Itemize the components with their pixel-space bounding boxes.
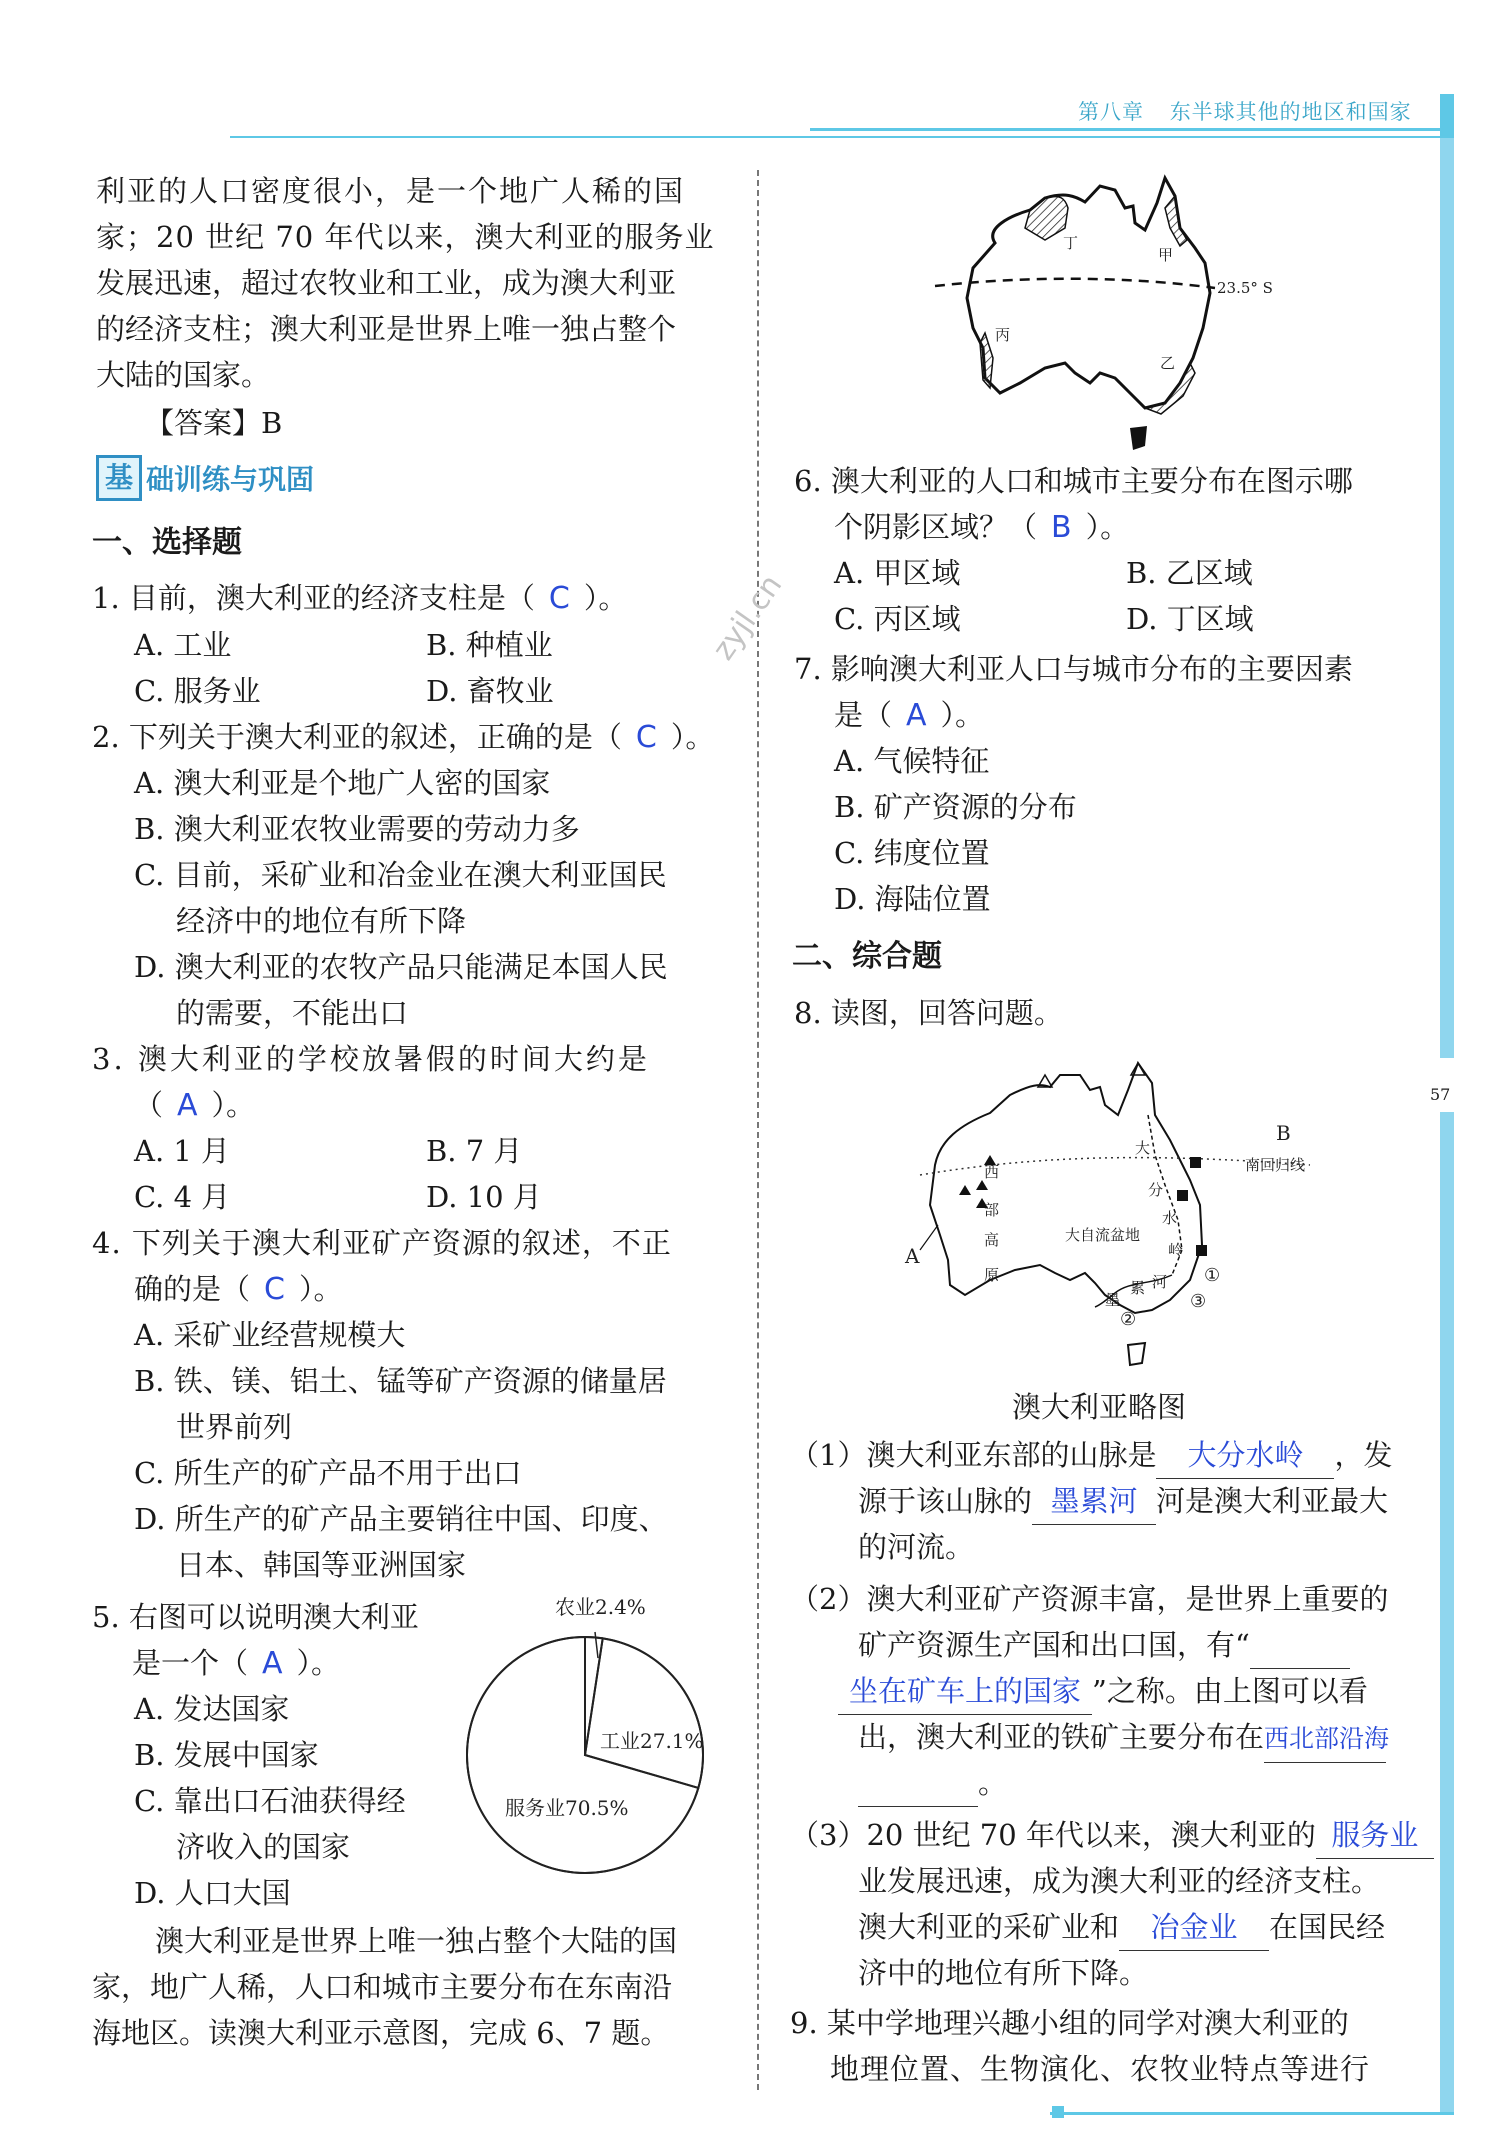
map1-label-yi: 乙 [1160, 354, 1176, 372]
map2-river-3: 河 [1152, 1273, 1168, 1291]
q8-3-line1 [790, 1812, 1434, 1859]
q8-3-line2: 业发展迅速，成为澳大利亚的经济支柱。 [858, 1864, 1381, 1898]
map2-coal-2 [1177, 1190, 1188, 1201]
q2-option-c-line2: 经济中的地位有所下降 [176, 904, 467, 938]
q5-option-c-line2: 济收入的国家 [176, 1830, 351, 1864]
watermark: zyjl.cn [705, 568, 790, 667]
q8-1-line2 [858, 1478, 1388, 1525]
side-bar-bottom [1440, 1112, 1454, 2112]
q8-2-p3: ”之称。由上图可以看 [1092, 1674, 1368, 1708]
q2-stem [92, 714, 714, 761]
q8-1-line3: 的河流。 [858, 1530, 975, 1564]
q4-stem-line2 [134, 1266, 342, 1313]
map2-label-B: B [1276, 1121, 1291, 1145]
q6-end: ）。 [1085, 510, 1130, 544]
q8-2-blank-2-end [858, 1760, 978, 1807]
q2-option-a: A. 澳大利亚是个地广人密的国家 [134, 766, 551, 800]
q4-end: ）。 [298, 1272, 343, 1306]
q6-stem2: 个阴影区域？（ [834, 510, 1038, 544]
passage-line-2: 家，地广人稀，人口和城市主要分布在东南沿 [92, 1970, 673, 2004]
map1-tropic-line [935, 279, 1215, 288]
map2-caption: 澳大利亚略图 [1012, 1390, 1187, 1424]
header-chapter [1078, 96, 1412, 126]
map2-marker-1: ① [1204, 1265, 1221, 1286]
header-rule-bottom [230, 136, 1440, 138]
q3-option-b: B. 7 月 [426, 1134, 523, 1168]
q8-3-p4: 在国民经 [1269, 1910, 1386, 1944]
q1-stem-text: 1. 目前，澳大利亚的经济支柱是（ [92, 581, 535, 615]
q8-1-blank-1: 大分水岭 [1156, 1432, 1334, 1479]
q6-option-d: D. 丁区域 [1126, 602, 1254, 636]
section1-title: 一、选择题 [92, 525, 242, 560]
q7-option-a: A. 气候特征 [834, 744, 990, 778]
q1-stem [92, 575, 627, 622]
q2-end: ）。 [670, 720, 715, 754]
passage-line-3: 海地区。读澳大利亚示意图，完成 6、7 题。 [92, 2016, 670, 2050]
pie-label-service: 服务业70.5% [505, 1796, 629, 1820]
intro-line-3: 发展迅速，超过农牧业和工业，成为澳大利亚 [96, 266, 677, 300]
basic-section-badge: 基 [96, 455, 142, 501]
q2-answer: C [635, 720, 657, 755]
q6-option-b: B. 乙区域 [1126, 556, 1253, 590]
q8-2-line2 [858, 1622, 1350, 1669]
q7-option-c: C. 纬度位置 [834, 836, 990, 870]
q7-option-b: B. 矿产资源的分布 [834, 790, 1077, 824]
q1-option-c: C. 服务业 [134, 674, 261, 708]
map2-iron-mine-3 [976, 1180, 988, 1190]
q4-option-d-line2: 日本、韩国等亚洲国家 [176, 1548, 467, 1582]
q4-option-b-line1: B. 铁、镁、铝土、锰等矿产资源的储量居 [134, 1364, 667, 1398]
intro-line-4: 的经济支柱；澳大利亚是世界上唯一独占整个 [96, 312, 677, 346]
q8-2-blank-1: 坐在矿车上的国家 [838, 1668, 1092, 1715]
q8-1-p2: ，发 [1334, 1438, 1393, 1472]
q5-option-c-line1: C. 靠出口石油获得经 [134, 1784, 406, 1818]
map2-west-2: 部 [984, 1201, 1000, 1219]
q3-open: （ [134, 1088, 164, 1122]
q6-stem-line2 [834, 504, 1129, 551]
q5-option-d: D. 人口大国 [134, 1876, 291, 1910]
q2-stem-text: 2. 下列关于澳大利亚的叙述，正确的是（ [92, 720, 622, 754]
map2-range-4: 岭 [1168, 1241, 1184, 1259]
intro-line-5: 大陆的国家。 [96, 358, 271, 392]
q8-2-line4 [858, 1714, 1390, 1763]
q4-option-a: A. 采矿业经营规模大 [134, 1318, 406, 1352]
q5-end: ）。 [296, 1646, 341, 1680]
q8-1-line1 [790, 1432, 1392, 1479]
map1-region-bing [980, 333, 993, 388]
map2-tasmania [1128, 1343, 1145, 1365]
q1-option-a: A. 工业 [134, 628, 232, 662]
map1-label-jia: 甲 [1158, 246, 1174, 264]
q8-1-p3: 源于该山脉的 [858, 1484, 1033, 1518]
q5-stem2: 是一个（ [132, 1646, 249, 1680]
q4-stem2: 确的是（ [134, 1272, 251, 1306]
economy-pie-chart [455, 1590, 755, 1880]
pie-label-agriculture: 农业2.4% [555, 1595, 646, 1619]
map2-river-2: 累 [1130, 1279, 1146, 1297]
q3-option-a: A. 1 月 [134, 1134, 231, 1168]
q3-option-c: C. 4 月 [134, 1180, 231, 1214]
q7-stem-line1: 7. 影响澳大利亚人口与城市分布的主要因素 [794, 652, 1353, 686]
q6-option-a: A. 甲区域 [834, 556, 961, 590]
intro-line-1: 利亚的人口密度很小，是一个地广人稀的国 [96, 174, 686, 208]
passage-line-1: 澳大利亚是世界上唯一独占整个大陆的国 [155, 1924, 678, 1958]
q9-line1: 9. 某中学地理兴趣小组的同学对澳大利亚的 [790, 2006, 1349, 2040]
q8-2-blank-1-start [1250, 1622, 1350, 1669]
q8-3-blank-1: 服务业 [1316, 1812, 1434, 1859]
q8-1-p4: 河是澳大利亚最大 [1156, 1484, 1389, 1518]
q8-3-line4: 济中的地位有所下降。 [858, 1956, 1149, 1990]
q8-3-p1: （3）20 世纪 70 年代以来，澳大利亚的 [790, 1818, 1316, 1852]
q8-2-line5 [858, 1760, 1007, 1807]
q8-stem: 8. 读图，回答问题。 [794, 996, 1063, 1030]
map2-pointer-A [920, 1225, 938, 1250]
intro-line-2: 家；20 世纪 70 年代以来，澳大利亚的服务业 [96, 220, 715, 254]
map2-west-1: 西 [984, 1163, 1000, 1181]
q7-option-d: D. 海陆位置 [834, 882, 991, 916]
q5-option-a: A. 发达国家 [134, 1692, 290, 1726]
q4-option-c: C. 所生产的矿产品不用于出口 [134, 1456, 522, 1490]
header-rule-top [810, 128, 1440, 131]
q3-end: ）。 [211, 1088, 256, 1122]
q1-end: ）。 [583, 581, 628, 615]
map2-marker-2: ② [1120, 1309, 1137, 1330]
map2-range-2: 分 [1148, 1181, 1164, 1199]
q8-3-p3: 澳大利亚的采矿业和 [858, 1910, 1120, 1944]
q8-3-blank-2: 冶金业 [1119, 1904, 1269, 1951]
q3-stem-line2 [134, 1082, 255, 1129]
q7-end: ）。 [940, 698, 985, 732]
q8-2-p5: 。 [978, 1766, 1008, 1800]
map2-river-1: 墨 [1105, 1291, 1121, 1309]
q3-option-d: D. 10 月 [426, 1180, 542, 1214]
q8-2-line1: （2）澳大利亚矿产资源丰富，是世界上重要的 [790, 1582, 1389, 1616]
q3-answer: A [177, 1088, 198, 1123]
q5-stem-line1: 5. 右图可以说明澳大利亚 [92, 1600, 419, 1634]
q5-option-b: B. 发展中国家 [134, 1738, 319, 1772]
q8-1-blank-2: 墨累河 [1032, 1478, 1156, 1525]
section2-title: 二、综合题 [792, 939, 942, 974]
map1-label-ding: 丁 [1063, 234, 1079, 252]
map2-label-A: A [905, 1244, 920, 1268]
pie-label-industry: 工业27.1% [600, 1729, 704, 1753]
side-bar-top [1440, 138, 1454, 1058]
australia-map-1 [925, 168, 1305, 458]
q4-answer: C [264, 1272, 285, 1307]
q2-option-d-line2: 的需要，不能出口 [176, 996, 409, 1030]
map2-west-3: 高 [984, 1231, 1000, 1249]
q6-answer: B [1051, 510, 1072, 545]
map2-range-1: 大 [1135, 1139, 1151, 1157]
footer-mark [1052, 2106, 1064, 2118]
q4-option-b-line2: 世界前列 [176, 1410, 293, 1444]
q7-stem-line2 [834, 692, 984, 739]
map2-marker-3: ③ [1190, 1291, 1207, 1312]
intro-answer: 【答案】B [145, 406, 283, 440]
q1-answer: C [548, 581, 570, 616]
q4-stem-line1: 4. 下列关于澳大利亚矿产资源的叙述，不正 [92, 1226, 672, 1260]
map1-label-bing: 丙 [995, 326, 1011, 344]
map2-basin: 大自流盆地 [1065, 1226, 1141, 1244]
map2-range-3: 水 [1162, 1209, 1178, 1227]
chapter-title: 东半球其他的地区和国家 [1169, 100, 1412, 124]
q2-option-d-line1: D. 澳大利亚的农牧产品只能满足本国人民 [134, 950, 668, 984]
pie-slices [467, 1637, 703, 1873]
q7-stem2: 是（ [834, 698, 893, 732]
chapter-number: 第八章 [1078, 100, 1144, 124]
column-divider [757, 170, 759, 2090]
map2-iron-mine-2 [959, 1185, 971, 1195]
q8-1-p1: （1）澳大利亚东部的山脉是 [790, 1438, 1157, 1472]
q5-answer: A [262, 1646, 283, 1681]
q6-stem-line1: 6. 澳大利亚的人口和城市主要分布在图示哪 [794, 464, 1353, 498]
q1-option-d: D. 畜牧业 [426, 674, 554, 708]
map1-label-tropic: 23.5° S [1217, 279, 1273, 297]
q2-option-c-line1: C. 目前，采矿业和冶金业在澳大利亚国民 [134, 858, 667, 892]
map2-label-tropic: 南回归线 [1245, 1156, 1306, 1174]
q8-2-p2: 矿产资源生产国和出口国，有“ [858, 1628, 1250, 1662]
q1-option-b: B. 种植业 [426, 628, 553, 662]
map2-coal-3 [1196, 1245, 1207, 1256]
q6-option-c: C. 丙区域 [834, 602, 961, 636]
basic-section-title: 础训练与巩固 [146, 463, 315, 496]
header-corner [1440, 94, 1454, 138]
q8-2-blank-2: 西北部沿海 [1264, 1716, 1386, 1763]
australia-map-2 [890, 1045, 1340, 1385]
map1-tasmania [1130, 426, 1147, 450]
q9-line2: 地理位置、生物演化、农牧业特点等进行 [830, 2052, 1371, 2086]
map2-coal-1 [1190, 1157, 1201, 1168]
q2-option-b: B. 澳大利亚农牧业需要的劳动力多 [134, 812, 580, 846]
q7-answer: A [906, 698, 927, 733]
page-number: 57 [1430, 1085, 1451, 1104]
map1-region-jia [1165, 196, 1187, 246]
map2-west-4: 原 [984, 1266, 1000, 1284]
q8-2-line3 [838, 1668, 1368, 1715]
q4-option-d-line1: D. 所生产的矿产品主要销往中国、印度、 [134, 1502, 668, 1536]
q8-3-line3 [858, 1904, 1385, 1951]
q8-2-p4: 出，澳大利亚的铁矿主要分布在 [858, 1720, 1265, 1754]
basic-section-heading [96, 455, 314, 501]
q5-stem-line2 [132, 1640, 340, 1687]
q3-stem: 3. 澳大利亚的学校放暑假的时间大约是 [92, 1042, 650, 1076]
map1-region-ding [1025, 196, 1068, 240]
footer-rule [1050, 2112, 1454, 2115]
